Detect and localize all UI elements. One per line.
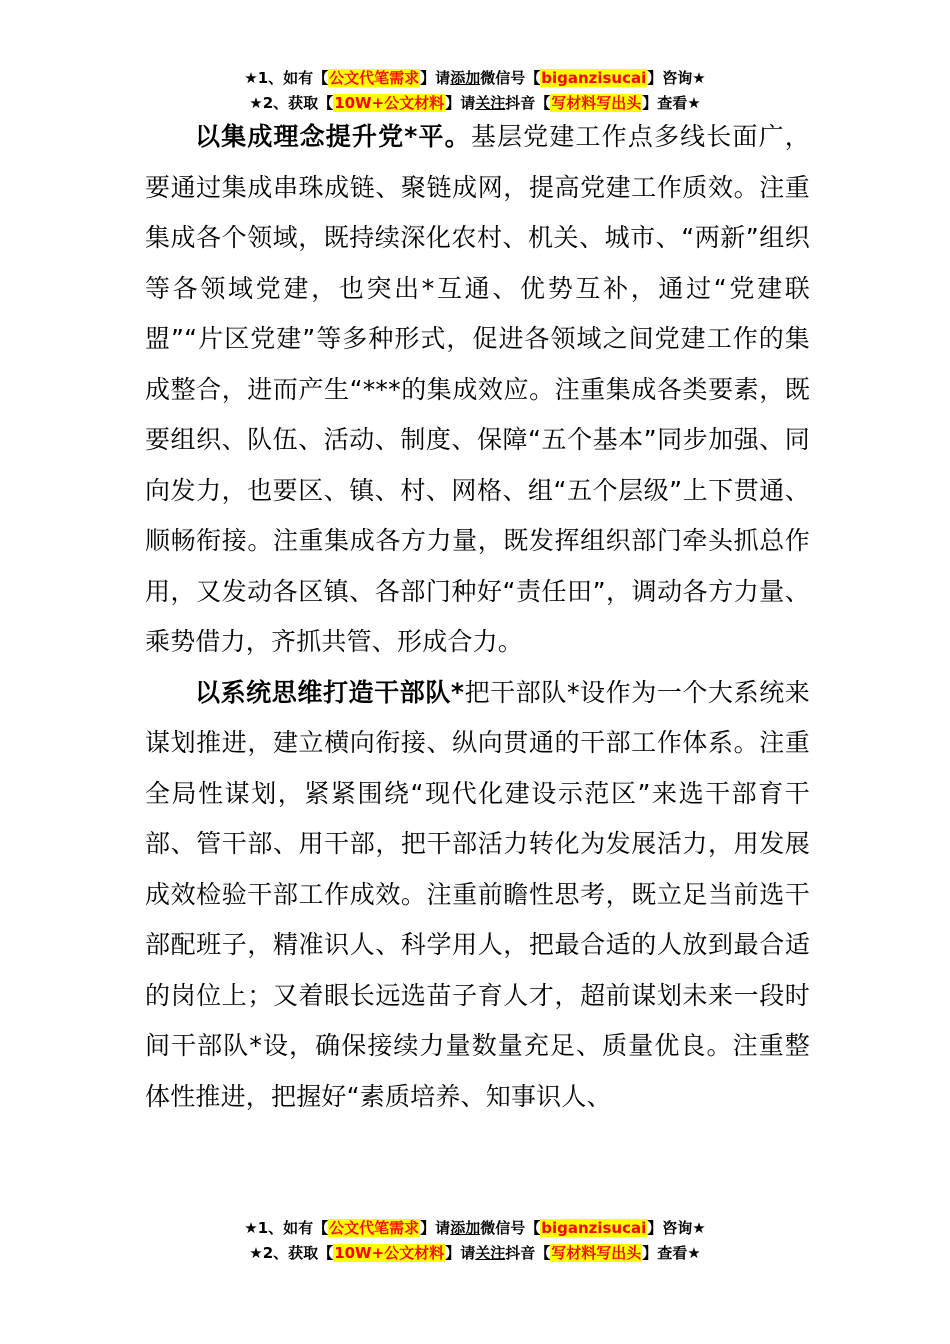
header-banner (0, 66, 950, 116)
banner-text: 】查看★ (642, 1244, 701, 1262)
highlight-douyin-account: 写材料写出头 (551, 94, 642, 112)
highlight-wechat-id: biganzisucai (541, 69, 647, 87)
banner-underlined-text: 关注 (475, 1244, 506, 1262)
banner-text: 微信号【 (480, 69, 541, 87)
banner-line-1 (0, 66, 950, 91)
banner-line-1 (0, 1216, 950, 1241)
banner-text: ★2、获取【 (249, 1244, 334, 1262)
paragraph-lead: 以集成理念提升党*平。 (195, 122, 471, 151)
banner-text: 】请 (420, 69, 451, 87)
banner-text: 抖音【 (505, 94, 551, 112)
banner-text: 】查看★ (642, 94, 701, 112)
highlight-materials: 10W+公文材料 (334, 1244, 445, 1262)
paragraph-lead: 以系统思维打造干部队* (195, 677, 465, 707)
banner-text: 】咨询★ (647, 69, 706, 87)
footer-banner (0, 1216, 950, 1266)
banner-text: 】咨询★ (647, 1219, 706, 1237)
banner-text: ★1、如有【 (244, 1219, 329, 1237)
banner-text: ★1、如有【 (244, 69, 329, 87)
paragraph-body: 基层党建工作点多线长面广，要通过集成串珠成链、聚链成网，提高党建工作质效。注重集成各个领域，既持续深化农村、机关、城市、“两新”组织等各领域党建，也突出*互通、优势互补，通过“党建联盟”“片区党建”等多种形式，促进各领域之间党建工作的集成整合，进而产生“***的集成效应。注重集成各类要素，既要组织、队伍、活动、制度、保障“五个基本”同步加强、同向发力，也要区、镇、村、网格、组“五个层级”上下贯通、顺畅衔接。注重集成各方力量，既发挥组织部门牵头抓总作用，又发动各区镇、各部门种好“责任田”，调动各方力量、乘势借力，齐抓共管、形成合力。 (145, 122, 810, 656)
banner-text: 】请 (420, 1219, 451, 1237)
banner-text: 微信号【 (480, 1219, 541, 1237)
paragraph (145, 112, 810, 668)
paragraph-body: 把干部队*设作为一个大系统来谋划推进，建立横向衔接、纵向贯通的干部工作体系。注重全局性谋划，紧紧围绕“现代化建设示范区”来选干部育干部、管干部、用干部，把干部活力转化为发展活力，用发展成效检验干部工作成效。注重前瞻性思考，既立足当前选干部配班子，精准识人、科学用人，把最合适的人放到最合适的岗位上；又着眼长远选苗子育人才，超前谋划未来一段时间干部队*设，确保接续力量数量充足、质量优良。注重整体性推进，把握好“素质培养、知事识人、 (145, 677, 810, 1111)
paragraph (145, 668, 810, 1123)
document-body (145, 112, 810, 1122)
banner-underlined-text: 关注 (475, 94, 506, 112)
highlight-service: 公文代笔需求 (329, 1219, 420, 1237)
banner-underlined-text: 添加 (450, 69, 481, 87)
banner-underlined-text: 添加 (450, 1219, 481, 1237)
highlight-service: 公文代笔需求 (329, 69, 420, 87)
highlight-wechat-id: biganzisucai (541, 1219, 647, 1237)
highlight-douyin-account: 写材料写出头 (551, 1244, 642, 1262)
banner-text: ★2、获取【 (249, 94, 334, 112)
banner-text: 】请 (445, 94, 476, 112)
banner-line-2 (0, 1241, 950, 1266)
banner-text: 】请 (445, 1244, 476, 1262)
highlight-materials: 10W+公文材料 (334, 94, 445, 112)
banner-text: 抖音【 (505, 1244, 551, 1262)
